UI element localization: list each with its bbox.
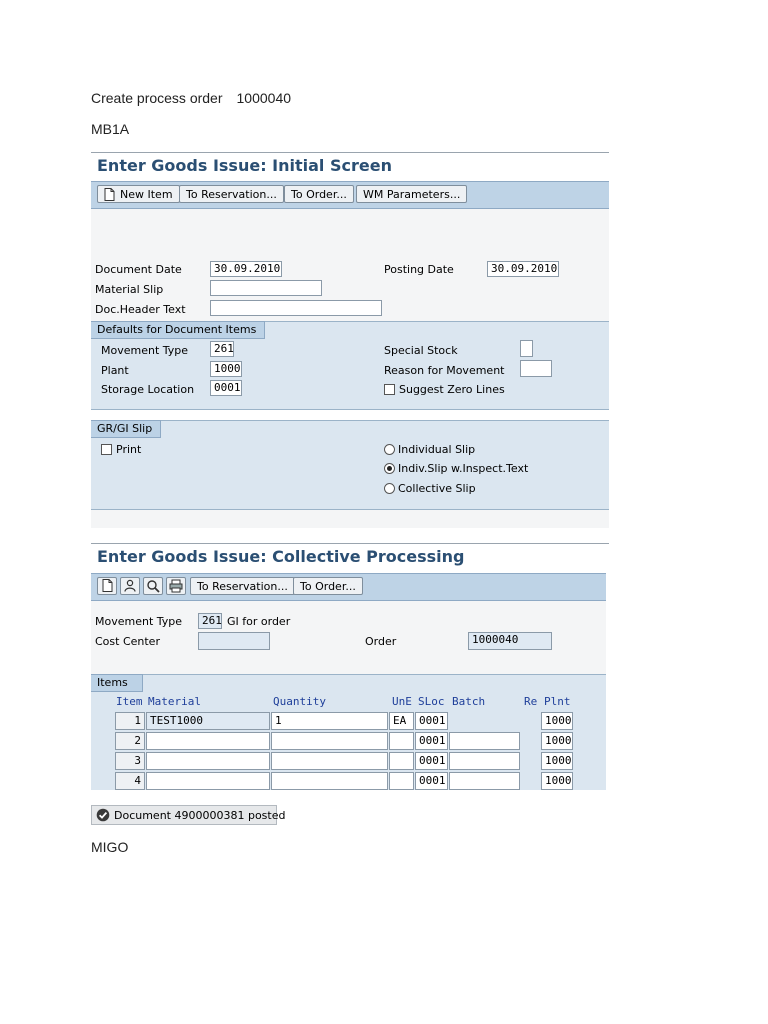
new-document-button[interactable] [97,577,117,595]
indiv-slip-inspect-text-label: Indiv.Slip w.Inspect.Text [398,462,529,475]
suggest-zero-lines-checkbox[interactable] [384,384,395,395]
items-title: Items [91,674,143,692]
to-reservation-button[interactable]: To Reservation... [179,185,284,203]
quantity-cell[interactable]: 1 [271,712,388,730]
status-bar [91,805,286,825]
plant-field[interactable]: 1000 [210,361,242,377]
document-icon [104,188,115,201]
screen1-title: Enter Goods Issue: Initial Screen [97,156,392,175]
status-message: Document 4900000381 posted [114,809,286,822]
col-item: Item [116,695,143,708]
material-cell[interactable]: TEST1000 [146,712,270,730]
storage-location-field[interactable]: 0001 [210,380,242,396]
screen1-header-area [91,209,609,321]
printer-icon [169,579,183,593]
reason-for-movement-label: Reason for Movement [384,364,505,377]
batch-cell[interactable] [449,772,520,790]
document-icon [102,579,113,592]
collective-slip-radio[interactable] [384,483,395,494]
doc-heading: Create process order 1000040 [91,90,292,106]
batch-cell[interactable] [449,752,520,770]
check-circle-icon [96,808,110,822]
reason-for-movement-field[interactable] [520,360,552,377]
col-sloc: SLoc [418,695,445,708]
une-cell[interactable] [389,772,414,790]
indiv-slip-inspect-text-radio[interactable] [384,463,395,474]
to-order-button[interactable]: To Order... [284,185,354,203]
gr-gi-slip-title: GR/GI Slip [91,420,161,438]
find-button[interactable] [143,577,163,595]
print-button[interactable] [166,577,186,595]
movement-type-field-2: 261 [198,613,222,629]
col-re: Re [524,695,538,708]
individual-slip-label: Individual Slip [398,443,476,456]
item-number: 3 [115,752,145,770]
col-quantity: Quantity [273,695,326,708]
screen2-title-bar [91,543,609,572]
batch-cell[interactable] [449,732,520,750]
plant-label: Plant [101,364,129,377]
col-une: UnE [392,695,412,708]
quantity-cell[interactable] [271,732,388,750]
defaults-group-title: Defaults for Document Items [91,321,265,339]
material-slip-label: Material Slip [95,283,164,296]
defaults-group [91,321,609,410]
movement-type-label: Movement Type [101,344,189,357]
col-batch: Batch [452,695,486,708]
gr-gi-slip-group [91,420,609,510]
cost-center-label: Cost Center [95,635,160,648]
movement-type-field[interactable]: 261 [210,341,234,357]
screen1-footer-area [91,510,609,528]
document-date-label: Document Date [95,263,182,276]
quantity-cell[interactable] [271,772,388,790]
plnt-cell[interactable]: 1000 [541,732,573,750]
une-cell[interactable]: EA [389,712,414,730]
special-stock-label: Special Stock [384,344,458,357]
screen2-header-area [91,601,606,674]
individual-slip-radio[interactable] [384,444,395,455]
suggest-zero-lines-label: Suggest Zero Lines [399,383,505,396]
print-checkbox[interactable] [101,444,112,455]
plnt-cell[interactable]: 1000 [541,712,573,730]
col-plnt: Plnt [544,695,571,708]
quantity-cell[interactable] [271,752,388,770]
movement-type-label-2: Movement Type [95,615,183,628]
item-number: 1 [115,712,145,730]
to-reservation-button-2[interactable]: To Reservation... [190,577,295,595]
material-slip-field[interactable] [210,280,322,296]
sloc-cell[interactable]: 0001 [415,712,448,730]
storage-location-label: Storage Location [101,383,195,396]
material-cell[interactable] [146,772,270,790]
posting-date-label: Posting Date [384,263,454,276]
sloc-cell[interactable]: 0001 [415,772,448,790]
order-field[interactable]: 1000040 [468,632,552,650]
person-icon [123,579,137,593]
document-date-field[interactable]: 30.09.2010 [210,261,282,277]
person-button[interactable] [120,577,140,595]
une-cell[interactable] [389,752,414,770]
special-stock-field[interactable] [520,340,533,357]
movement-type-description: GI for order [227,615,291,628]
items-table [91,674,606,790]
screen1-toolbar [91,181,609,209]
print-label: Print [116,443,142,456]
screen2-toolbar [91,573,606,601]
posting-date-field[interactable]: 30.09.2010 [487,261,559,277]
sloc-cell[interactable]: 0001 [415,732,448,750]
plnt-cell[interactable]: 1000 [541,772,573,790]
tcode-migo: MIGO [91,839,129,855]
new-item-button[interactable]: New Item [97,185,180,203]
collective-slip-label: Collective Slip [398,482,476,495]
to-order-button-2[interactable]: To Order... [293,577,363,595]
screen2-title: Enter Goods Issue: Collective Processing [97,547,465,566]
cost-center-field[interactable] [198,632,270,650]
une-cell[interactable] [389,732,414,750]
doc-header-text-label: Doc.Header Text [95,303,186,316]
tcode-mb1a: MB1A [91,121,130,137]
order-label: Order [365,635,397,648]
material-cell[interactable] [146,732,270,750]
material-cell[interactable] [146,752,270,770]
sloc-cell[interactable]: 0001 [415,752,448,770]
screen1-title-bar [91,152,609,181]
plnt-cell[interactable]: 1000 [541,752,573,770]
item-number: 2 [115,732,145,750]
doc-header-text-field[interactable] [210,300,382,316]
wm-parameters-button[interactable]: WM Parameters... [356,185,467,203]
col-material: Material [148,695,201,708]
magnifier-icon [146,579,160,593]
item-number: 4 [115,772,145,790]
